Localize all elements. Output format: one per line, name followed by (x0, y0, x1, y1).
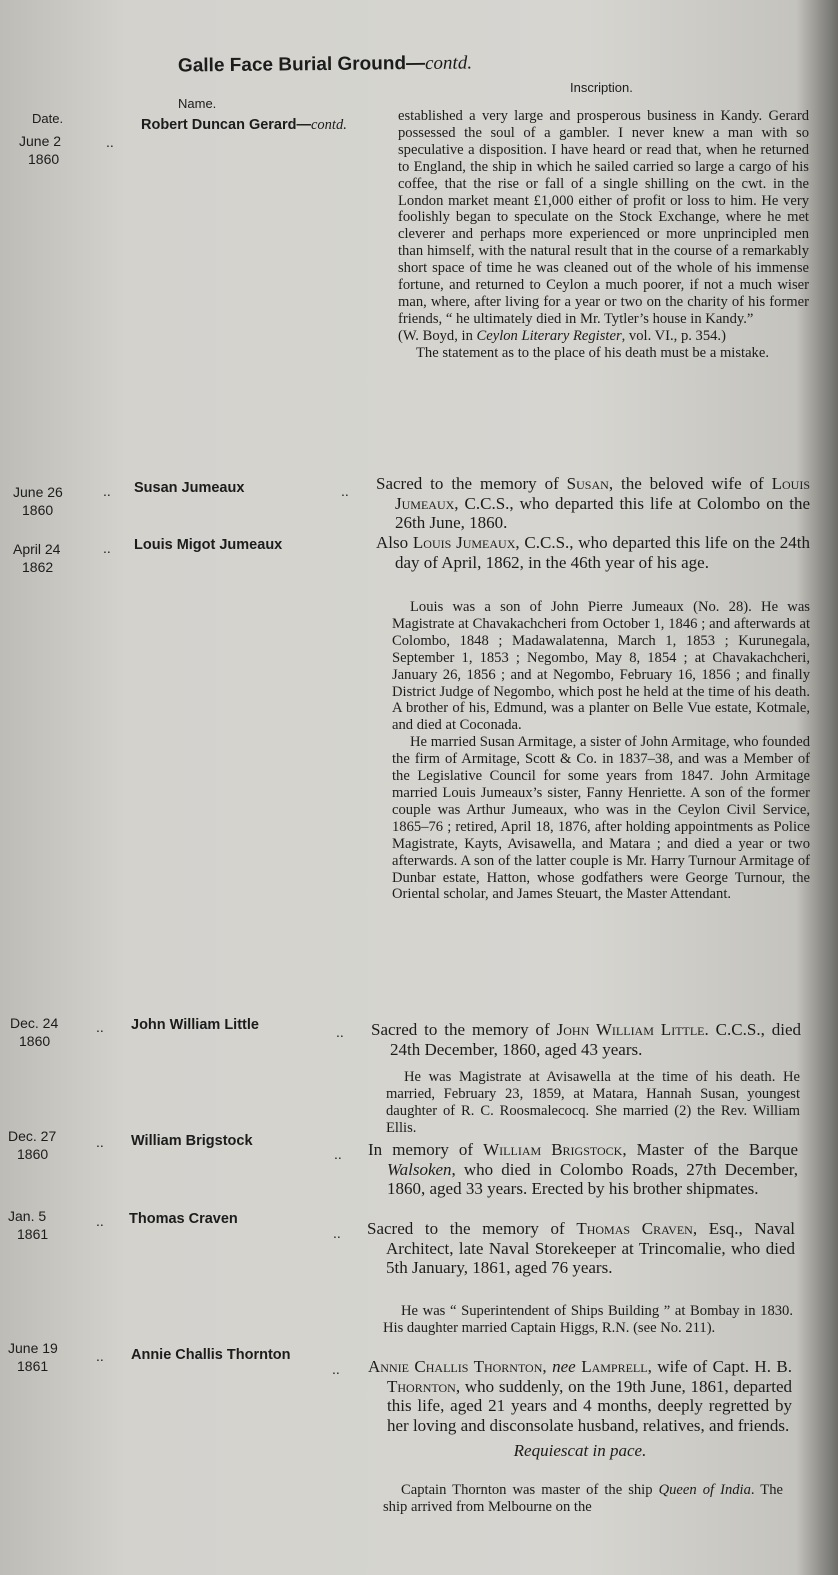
leader-dots: .. (96, 1213, 104, 1229)
leader-dots: .. (103, 483, 111, 499)
entry-name: Annie Challis Thornton (131, 1347, 291, 1363)
editor-note: Captain Thornton was master of the ship Queen of India. The ship arrived from Melbourne on the (383, 1482, 783, 1515)
leader-dots: .. (96, 1348, 104, 1364)
leader-dots: .. (336, 1024, 344, 1040)
entry-date: Dec. 27 1860 (8, 1128, 57, 1162)
entry-date: June 2 1860 (19, 133, 62, 167)
inscription-text: Annie Challis Thornton, nee Lamprell, wife of Capt. H. B. Thornton, who suddenly, on the 19th June, 1861, departed this life, aged 21 years and 4 months, deeply regretted by her loving and disconsolate husband, relatives, and friends. Requiescat in pace. (368, 1357, 793, 1460)
column-header-inscription: Inscription. (570, 80, 633, 95)
leader-dots: .. (332, 1361, 340, 1377)
requiescat-line: Requiescat in pace. (513, 1441, 647, 1460)
leader-dots: .. (333, 1225, 341, 1241)
entry-name: William Brigstock (131, 1133, 253, 1149)
inscription-text: In memory of William Brigstock, Master of the Barque Walsoken, who died in Colombo Roads, 27th December, 1860, aged 33 years. Erected by his brother shipmates. (368, 1140, 799, 1198)
editor-note: The statement as to the place of his death must be a mistake. (416, 344, 769, 361)
entry-name: Robert Duncan Gerard—contd. (141, 117, 347, 133)
leader-dots: .. (103, 540, 111, 556)
entry-date: June 19 1861 (8, 1340, 58, 1374)
leader-dots: .. (96, 1019, 104, 1035)
column-header-date: Date. (32, 111, 64, 126)
leader-dots: .. (334, 1146, 342, 1162)
column-header-name: Name. (178, 96, 217, 111)
entry-date: June 26 1860 (13, 484, 63, 518)
entry-name: John William Little (131, 1017, 259, 1033)
leader-dots: .. (341, 483, 349, 499)
entry-name: Thomas Craven (129, 1211, 238, 1227)
entry-name: Louis Migot Jumeaux (134, 537, 283, 553)
editor-note: Louis was a son of John Pierre Jumeaux (No. 28). He was Magistrate at Chavakachcheri from October 1, 1846 ; and afterwards at Colombo, 1848 ; Madawalatenna, March 1, 1853 ; Kurunegala, September 1, 1853 ; Negombo, May 8, 1854 ; at Chavakachcheri, January 26, 1856 ; and at Negombo, February 16, 1856 ; and finally District Judge of Negombo, which post he held at the time of his death. A brother of his, Edmund, was a planter on Belle Vue estate, Kotmale, and died at Coconada. He married Susan Armitage, a sister of John Armitage, who founded the firm of Armitage, Scott & Co. in 1837–38, and was a Member of the Legislative Council for some years from 1847. John Armitage married Louis Jumeaux’s sister, Fanny Henriette. A son of the former couple was Arthur Jumeaux, who was in the Ceylon Civil Service, 1865–76 ; retired, April 18, 1876, after holding appointments as Police Magistrate, Kayts, Avisawella, and Matara ; and died a year or two afterwards. A son of the latter couple is Mr. Harry Turnour Armitage of Dunbar estate, Hatton, whose godfathers were George Turnour, the Oriental scholar, and James Steuart, the Master Attendant. (392, 599, 810, 903)
leader-dots: .. (96, 1134, 104, 1150)
entry-name: Susan Jumeaux (134, 480, 245, 496)
inscription-text: Also Louis Jumeaux, C.C.S., who departed this life on the 24th day of April, 1862, in the 46th year of his age. (376, 533, 810, 572)
leader-dots: .. (106, 134, 114, 150)
editor-note: He was “ Superintendent of Ships Building ” at Bombay in 1830. His daughter married Captain Higgs, R.N. (see No. 211). (383, 1303, 793, 1336)
inscription-text: Sacred to the memory of John William Little. C.C.S., died 24th December, 1860, aged 43 years. (371, 1020, 801, 1059)
inscription-text: Sacred to the memory of Susan, the beloved wife of Louis Jumeaux, C.C.S., who departed this life at Colombo on the 26th June, 1860. (376, 474, 811, 532)
entry-date: Jan. 5 1861 (8, 1208, 49, 1242)
editor-note: He was Magistrate at Avisawella at the time of his death. He married, February 23, 1859, at Matara, Hannah Susan, youngest daughter of R. C. Roosmalecocq. She married (2) the Rev. William Ellis. (386, 1069, 800, 1136)
inscription-source: (W. Boyd, in Ceylon Literary Register, vol. VI., p. 354.) (398, 327, 726, 344)
entry-date: April 24 1862 (13, 541, 61, 575)
page-title: Galle Face Burial Ground—contd. (177, 52, 473, 77)
inscription-text: Sacred to the memory of Thomas Craven, Esq., Naval Architect, late Naval Storekeeper at Trincomalie, who died 5th January, 1861, aged 76 years. (367, 1219, 796, 1277)
inscription-text: established a very large and prosperous business in Kandy. Gerard possessed the soul of a gambler. I never knew a man with so speculative a disposition. I have heard or read that, when he returned to England, the ship in which he sailed carried so large a cargo of his coffee, that the rise or fall of a single shilling on the cwt. in the London market meant £1,000 either of profit or loss to him. He very foolishly began to speculate on the Stock Exchange, where he met cleverer and perhaps more experienced or more unprincipled men than himself, with the natural result that in the course of a remarkably short space of time he was cleaned out of the whole of his immense fortune, and returned to Ceylon a much poorer, if not a much wiser man, where, after living for a year or two on the charity of his former friends, “ he ultimately died in Mr. Tytler’s house in Kandy.” (W. Boyd, in Ceylon Literary Register, vol. VI., p. 354.) The statement as to the place of his death must be a mistake. (398, 108, 809, 361)
entry-date: Dec. 24 1860 (10, 1015, 59, 1049)
